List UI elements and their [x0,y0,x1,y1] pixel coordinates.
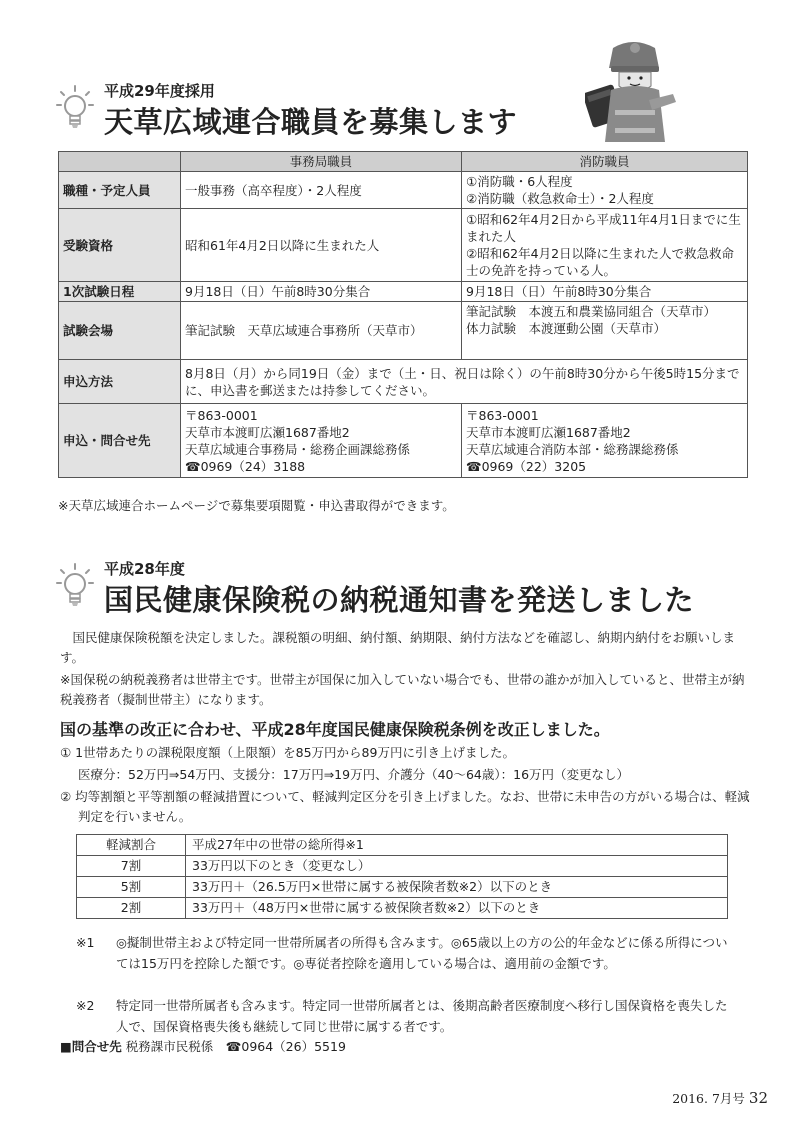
table-row [59,404,748,478]
revision-subhead: 国の基準の改正に合わせ、平成28年度国民健康保険税条例を改正しました。 [60,720,610,739]
table-header-row [59,152,748,172]
table-header-office: 事務局職員 [181,152,462,172]
footnote-2-mark: ※2 [76,998,95,1013]
table-row: 5割 33万円＋（26.5万円×世帯に属する被保険者数※2）以下のとき [77,877,728,898]
fire-cell: 筆記試験 本渡五和農業協同組合（天草市） 体力試験 本渡運動公園（天草市） [462,302,748,360]
row-label: 申込・問合せ先 [59,404,181,478]
table-row [59,360,748,404]
table-header-income: 平成27年中の世帯の総所得※1 [186,835,728,856]
table-row: 2割 33万円＋（48万円×世帯に属する被保険者数※2）以下のとき [77,898,728,919]
row-label: 職種・予定人員 [59,172,181,209]
footnote-1 [76,932,736,974]
table-row [59,209,748,282]
table-header-rate: 軽減割合 [77,835,186,856]
office-cell: 一般事務（高卒程度）・2人程度 [181,172,462,209]
section2-kicker: 平成28年度 [104,560,185,578]
intro-paragraph: 国民健康保険税額を決定しました。課税額の明細、納付額、納期限、納付方法などを確認し、納期内納付をお願いします。 [60,630,736,665]
office-cell: 〒863-0001 天草市本渡町広瀬1687番地2 天草広域連合事務局・総務企画課総務係 ☎0969（24）3188 [181,404,462,478]
office-cell: 9月18日（日）午前8時30分集合 [181,282,462,302]
contact-label: ■問合せ先 [60,1039,122,1054]
contact-info [60,1037,346,1055]
table-header-empty [59,152,181,172]
table-row [59,282,748,302]
fire-cell: ①消防職・6人程度 ②消防職（救急救命士）・2人程度 [462,172,748,209]
method-cell: 8月8日（月）から同19日（金）まで（土・日、祝日は除く）の午前8時30分から午後5時15分までに、申込書を郵送または持参してください。 [181,360,748,404]
lightbulb-icon [56,84,94,130]
contact-text: 税務課市民税係 ☎0964（26）5519 [125,1039,346,1054]
page-footer [672,1089,768,1107]
fire-cell: 〒863-0001 天草市本渡町広瀬1687番地2 天草広域連合消防本部・総務課総務係 ☎0969（22）3205 [462,404,748,478]
footnote-1-mark: ※1 [76,935,95,950]
table-header-fire: 消防職員 [462,152,748,172]
recruitment-table [58,151,748,478]
row-label: 受験資格 [59,209,181,282]
taxpayer-note: ※国保税の納税義務者は世帯主です。世帯主が国保に加入していない場合でも、世帯の誰かが加入していると、世帯主が納税義務者（擬制世帯主）になります。 [60,672,745,707]
reduction-table [76,834,728,919]
issue-label: 2016. 7月号 [672,1091,745,1106]
row-label: 申込方法 [59,360,181,404]
homepage-note: ※天草広域連合ホームページで募集要項閲覧・申込書取得ができます。 [58,498,455,513]
row-label: 1次試験日程 [59,282,181,302]
table-row: 7割 33万円以下のとき（変更なし） [77,856,728,877]
section1-kicker: 平成29年度採用 [104,82,215,100]
fire-cell: ①昭和62年4月2日から平成11年4月1日までに生まれた人 ②昭和62年4月2日以降に生まれた人で救急救命士の免許を持っている人。 [462,209,748,282]
revision-item-1-detail: 医療分：52万円⇒54万円、支援分：17万円⇒19万円、介護分（40～64歳）：16万円（変更なし） [78,767,630,782]
footnote-2 [76,995,736,1037]
footnote-1-text: ◎擬制世帯主および特定同一世帯所属者の所得も含みます。◎65歳以上の方の公的年金などに係る所得については15万円を控除した額です。◎専従者控除を適用している場合は、適用前の金額です。 [116,935,728,971]
revision-item-1: ① 1世帯あたりの課税限度額（上限額）を85万円から89万円に引き上げました。 [60,745,515,760]
lightbulb-icon [56,562,94,608]
office-cell: 昭和61年4月2日以降に生まれた人 [181,209,462,282]
footnote-2-text: 特定同一世帯所属者も含みます。特定同一世帯所属者とは、後期高齢者医療制度へ移行し国保資格を喪失した人で、国保資格喪失後も継続して同じ世帯に属する者です。 [116,998,728,1034]
fire-cell: 9月18日（日）午前8時30分集合 [462,282,748,302]
page-number: 32 [748,1089,768,1107]
office-cell: 筆記試験 天草広域連合事務所（天草市） [181,302,462,360]
section2-title: 国民健康保険税の納税通知書を発送しました [104,583,695,617]
row-label: 試験会場 [59,302,181,360]
revision-item-2: ② 均等割額と平等割額の軽減措置について、軽減判定区分を引き上げました。なお、世帯に未申告の方がいる場合は、軽減判定を行いません。 [60,789,750,824]
table-row [59,172,748,209]
section1-title: 天草広域連合職員を募集します [104,105,518,139]
table-row [59,302,748,360]
firefighter-illustration [585,40,683,146]
table-header-row [77,835,728,856]
